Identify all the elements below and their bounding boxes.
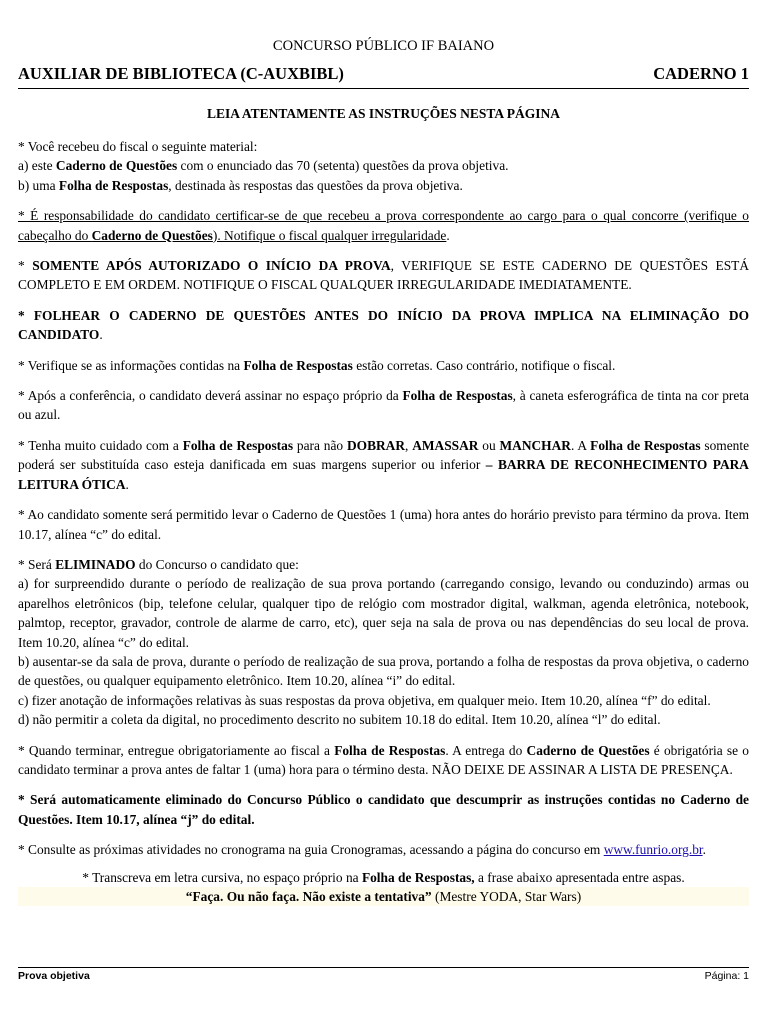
caderno-label: CADERNO 1 <box>653 64 749 83</box>
responsibility-text: * É responsabilidade do candidato certificar-se de que recebeu a prova correspondente ao cargo para o qual concorre (verifique o cabeçalho do <box>18 208 749 243</box>
position-title: AUXILIAR DE BIBLIOTECA (C-AUXBIBL) <box>18 64 344 83</box>
signature-bold: Folha de Respostas <box>402 388 513 404</box>
exam-supertitle: CONCURSO PÚBLICO IF BAIANO <box>272 38 495 54</box>
care-bold-1: Folha de Respostas <box>182 437 294 453</box>
quote-attribution: (Mestre YODA, Star Wars) <box>431 889 582 904</box>
responsibility-paragraph <box>18 206 749 245</box>
eliminated-intro: do Concurso o candidato que: <box>135 556 299 572</box>
care-bold-2: DOBRAR <box>346 437 406 453</box>
take-caderno-paragraph: * Ao candidato somente será permitido levar o Caderno de Questões 1 (uma) hora antes do horário previsto para término da prova. Item 10.17, alínea “c” do edital. <box>18 507 749 542</box>
elimination-warning-bold: * FOLHEAR O CADERNO DE QUESTÕES ANTES DO INÍCIO DA PROVA IMPLICA NA ELIMINAÇÃO DO CANDIDATO <box>18 307 749 343</box>
eliminated-item-d: d) não permitir a coleta da digital, no procedimento descrito no subitem 10.18 do edital. Item 10.20, alínea “l” do edital. <box>18 712 661 728</box>
care-bold-4: MANCHAR <box>499 437 571 453</box>
responsibility-bold: Caderno de Questões <box>91 227 213 243</box>
eliminated-item-a: a) for surpreendido durante o período de realização de sua prova portando (carregando consigo, levando ou conduzindo) armas ou aparelhos eletrônicos (bip, telefone celular, qualquer tipo de relógio com mostrador digital, walkman, agenda eletrônica, notebook, palmtop, receptor, gravador, controle de alarme de carro, etc), quer seja na sala de prova ou nas dependências do seu local de prova. Item 10.20, alínea “c” do edital. <box>18 576 749 650</box>
exam-instructions-page <box>18 0 749 1024</box>
transcribe-text: * Transcreva em letra cursiva, no espaço próprio na <box>82 869 362 885</box>
signature-text: * Após a conferência, o candidato deverá assinar no espaço próprio da <box>18 388 403 404</box>
care-bold-5: Folha de Respostas <box>590 437 701 453</box>
header-row <box>18 64 749 86</box>
signature-paragraph <box>18 386 749 425</box>
footer-divider <box>18 967 749 968</box>
quote-text: “Faça. Ou não faça. Não existe a tentativa” <box>185 889 432 904</box>
bullet: * <box>18 258 33 274</box>
material-b-bold: Folha de Respostas <box>58 177 169 193</box>
delivery-paragraph <box>18 741 749 780</box>
delivery-bold-1: Folha de Respostas <box>334 742 446 758</box>
eliminated-bold: ELIMINADO <box>55 556 136 572</box>
delivery-bold-2: Caderno de Questões <box>526 742 650 758</box>
care-text-4: ou <box>478 437 500 453</box>
care-bold-6: – BARRA DE RECONHECIMENTO PARA LEITURA ÓTICA <box>18 457 749 492</box>
responsibility-text-end: ). Notifique o fiscal qualquer irregularidade <box>212 227 447 243</box>
delivery-text-3: é obrigatória se o candidato terminar a prova antes de faltar 1 (uma) hora para o término desta. NÃO DEIXE DE ASSINAR A LISTA DE PRESENÇA. <box>18 742 749 777</box>
care-bold-3: AMASSAR <box>412 437 479 453</box>
page-number: Página: 1 <box>704 970 749 982</box>
transcribe-text-end: a frase abaixo apresentada entre aspas. <box>474 869 685 885</box>
verify-info-text: * Verifique se as informações contidas na <box>18 357 244 373</box>
delivery-text-1: * Quando terminar, entregue obrigatoriamente ao fiscal a <box>18 742 335 758</box>
funrio-link[interactable]: www.funrio.org.br <box>603 842 703 858</box>
care-text-7: . <box>125 476 129 492</box>
instructions-body <box>18 137 749 906</box>
care-text-6: somente poderá ser substituída caso esteja danificada em suas margens superior ou inferior <box>18 437 750 473</box>
answer-sheet-care-paragraph <box>18 436 749 494</box>
authorization-text: , VERIFIQUE SE ESTE CADERNO DE QUESTÕES ESTÁ COMPLETO E EM ORDEM. NOTIFIQUE O FISCAL QUALQUER IRREGULARIDADE IMEDIATAMENTE. <box>18 258 750 293</box>
care-text-2: para não <box>293 437 347 453</box>
care-text-3: , <box>405 437 413 453</box>
signature-text-end: , à caneta esferográfica de tinta na cor preta ou azul. <box>18 388 749 423</box>
instructions-heading: LEIA ATENTAMENTE AS INSTRUÇÕES NESTA PÁGINA <box>207 106 560 121</box>
verify-info-text-end: estão corretas. Caso contrário, notifique o fiscal. <box>352 357 616 373</box>
material-b-prefix: b) uma <box>18 177 59 193</box>
schedule-text: * Consulte as próximas atividades no cronograma na guia Cronogramas, acessando a página do concurso em <box>18 842 604 858</box>
material-intro: * Você recebeu do fiscal o seguinte material: <box>18 139 258 154</box>
material-a-text: com o enunciado das 70 (setenta) questões da prova objetiva. <box>177 158 509 174</box>
yoda-quote <box>18 887 749 906</box>
verify-info-paragraph <box>18 356 749 375</box>
elimination-warning-paragraph <box>18 306 749 345</box>
material-paragraph <box>18 137 749 195</box>
eliminated-item-c: c) fizer anotação de informações relativas às suas respostas da prova objetiva, em qualquer meio. Item 10.20, alínea “f” do edital. <box>18 692 711 708</box>
delivery-text-2: . A entrega do <box>445 742 527 758</box>
authorization-paragraph <box>18 256 749 295</box>
material-a-prefix: a) este <box>18 158 56 174</box>
period: . <box>99 327 103 343</box>
eliminated-prefix: * Será <box>18 556 56 572</box>
auto-elimination-paragraph: * Será automaticamente eliminado do Concurso Público o candidato que descumprir as instruções contidas no Caderno de Questões. Item 10.17, alínea “j” do edital. <box>18 792 749 827</box>
header-divider <box>18 88 749 89</box>
schedule-paragraph <box>18 840 749 859</box>
verify-info-bold: Folha de Respostas <box>243 357 353 373</box>
care-text-5: . A <box>570 437 591 453</box>
material-b-text: , destinada às respostas das questões da prova objetiva. <box>168 177 463 193</box>
transcribe-bold: Folha de Respostas, <box>361 869 475 885</box>
transcribe-paragraph <box>18 868 749 887</box>
material-a-bold: Caderno de Questões <box>55 158 178 174</box>
period: . <box>446 227 450 243</box>
care-text-1: * Tenha muito cuidado com a <box>18 437 183 453</box>
footer-label: Prova objetiva <box>18 970 90 982</box>
eliminated-paragraph <box>18 555 749 730</box>
period: . <box>702 842 706 858</box>
eliminated-item-b: b) ausentar-se da sala de prova, durante o período de realização de sua prova, portando a folha de respostas da prova objetiva, o caderno de questões, ou qualquer equipamento eletrônico. Item 10.20, alínea “i” do edital. <box>18 653 749 689</box>
authorization-bold: SOMENTE APÓS AUTORIZADO O INÍCIO DA PROVA <box>32 258 391 274</box>
